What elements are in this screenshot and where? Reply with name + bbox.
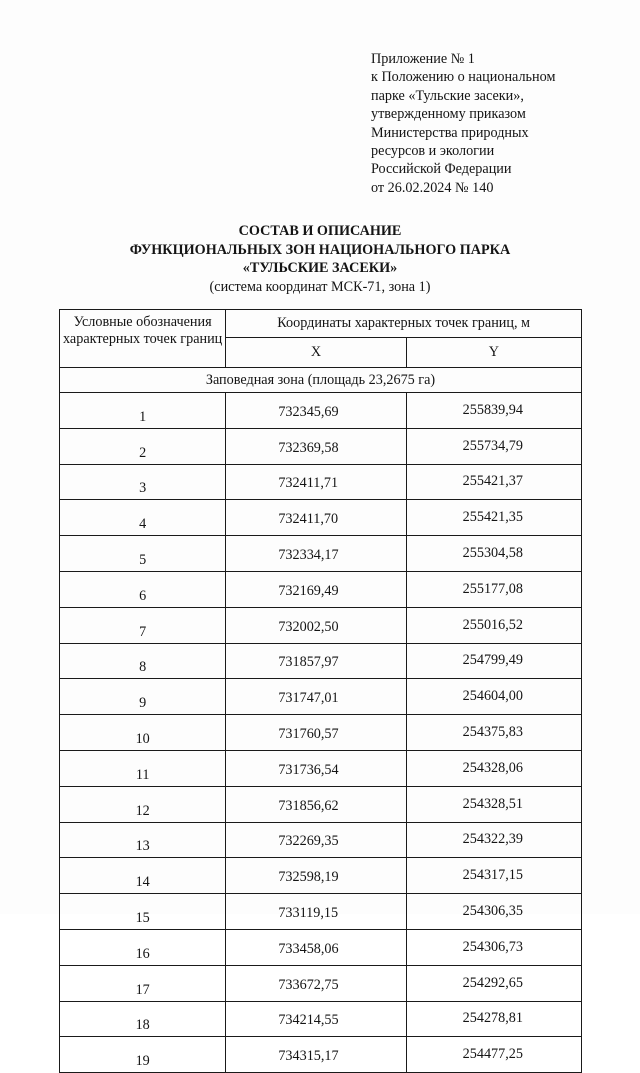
point-number-cell: 12: [60, 786, 226, 822]
table-row: [60, 607, 582, 643]
appendix-line: Приложение № 1: [371, 51, 475, 67]
x-coordinate-cell: 733458,06: [226, 929, 406, 965]
y-coordinate-cell: 255016,52: [406, 607, 581, 643]
x-coordinate-cell: 732334,17: [226, 536, 406, 572]
x-coordinate-cell: 732002,50: [226, 607, 406, 643]
point-number-cell: 2: [60, 428, 226, 464]
header-x: X: [226, 338, 406, 368]
table-row: [60, 679, 582, 715]
appendix-block: [371, 50, 611, 197]
y-coordinate-cell: 254322,39: [406, 822, 581, 858]
point-number-cell: 19: [60, 1037, 226, 1073]
header-coordinates: Координаты характерных точек границ, м: [226, 310, 582, 338]
appendix-line: утвержденному приказом: [371, 106, 526, 123]
x-coordinate-cell: 731857,97: [226, 643, 406, 679]
x-coordinate-cell: 734315,17: [226, 1037, 406, 1073]
appendix-line: от 26.02.2024 № 140: [371, 179, 494, 196]
point-number-cell: 5: [60, 536, 226, 572]
table-row: [60, 1001, 582, 1037]
heading-line: «ТУЛЬСКИЕ ЗАСЕКИ»: [242, 260, 398, 276]
table-row: [60, 894, 582, 930]
header-y: Y: [406, 338, 581, 368]
y-coordinate-cell: 254477,25: [406, 1037, 581, 1073]
y-coordinate-cell: 254328,06: [406, 750, 581, 786]
point-number-cell: 9: [60, 679, 226, 715]
point-number-cell: 17: [60, 965, 226, 1001]
point-number-cell: 15: [60, 894, 226, 930]
x-coordinate-cell: 733119,15: [226, 894, 406, 930]
x-coordinate-cell: 731736,54: [226, 750, 406, 786]
zone-title-row: [60, 368, 582, 393]
y-coordinate-cell: 254306,73: [406, 929, 581, 965]
point-number-cell: 10: [60, 715, 226, 751]
zone-title: Заповедная зона (площадь 23,2675 га): [60, 368, 582, 393]
y-coordinate-cell: 254375,83: [406, 715, 581, 751]
x-coordinate-cell: 732411,70: [226, 500, 406, 536]
y-coordinate-cell: 255177,08: [406, 571, 581, 607]
heading-line: СОСТАВ И ОПИСАНИЕ: [238, 223, 402, 239]
point-number-cell: 3: [60, 464, 226, 500]
y-coordinate-cell: 255304,58: [406, 536, 581, 572]
y-coordinate-cell: 254292,65: [406, 965, 581, 1001]
point-number-cell: 7: [60, 607, 226, 643]
point-number-cell: 18: [60, 1001, 226, 1037]
y-coordinate-cell: 254278,81: [406, 1001, 581, 1037]
point-number-cell: 8: [60, 643, 226, 679]
x-coordinate-cell: 731856,62: [226, 786, 406, 822]
x-coordinate-cell: 731747,01: [226, 679, 406, 715]
x-coordinate-cell: 732598,19: [226, 858, 406, 894]
table-row: [60, 1037, 582, 1073]
table-row: [60, 929, 582, 965]
y-coordinate-cell: 254799,49: [406, 643, 581, 679]
table-row: [60, 393, 582, 429]
appendix-line: парке «Тульские засеки»,: [371, 87, 524, 104]
heading-line: ФУНКЦИОНАЛЬНЫХ ЗОН НАЦИОНАЛЬНОГО ПАРКА: [129, 241, 511, 258]
table-row: [60, 536, 582, 572]
table-row: [60, 464, 582, 500]
y-coordinate-cell: 254328,51: [406, 786, 581, 822]
table-row: [60, 715, 582, 751]
point-number-cell: 13: [60, 822, 226, 858]
y-coordinate-cell: 254604,00: [406, 679, 581, 715]
x-coordinate-cell: 732345,69: [226, 393, 406, 429]
x-coordinate-cell: 732169,49: [226, 571, 406, 607]
appendix-line: Министерства природных: [371, 124, 529, 141]
x-coordinate-cell: 732369,58: [226, 428, 406, 464]
point-number-cell: 6: [60, 571, 226, 607]
table-row: [60, 571, 582, 607]
header-point-code: Условные обозначения характерных точек границ: [60, 310, 226, 368]
y-coordinate-cell: 255421,35: [406, 500, 581, 536]
y-coordinate-cell: 255421,37: [406, 464, 581, 500]
document-heading: [0, 222, 640, 296]
table-row: [60, 428, 582, 464]
x-coordinate-cell: 731760,57: [226, 715, 406, 751]
table-row: [60, 500, 582, 536]
table-row: [60, 822, 582, 858]
x-coordinate-cell: 734214,55: [226, 1001, 406, 1037]
x-coordinate-cell: 732411,71: [226, 464, 406, 500]
table-row: [60, 750, 582, 786]
heading-coordinate-system: (система координат МСК-71, зона 1): [209, 278, 431, 295]
point-number-cell: 4: [60, 500, 226, 536]
appendix-line: ресурсов и экологии: [371, 143, 495, 160]
coordinates-table: [59, 309, 582, 1073]
point-number-cell: 14: [60, 858, 226, 894]
x-coordinate-cell: 733672,75: [226, 965, 406, 1001]
table-row: [60, 858, 582, 894]
y-coordinate-cell: 254317,15: [406, 858, 581, 894]
appendix-line: к Положению о национальном: [371, 69, 556, 86]
point-number-cell: 16: [60, 929, 226, 965]
table-row: [60, 643, 582, 679]
x-coordinate-cell: 732269,35: [226, 822, 406, 858]
point-number-cell: 1: [60, 393, 226, 429]
y-coordinate-cell: 255839,94: [406, 393, 581, 429]
y-coordinate-cell: 255734,79: [406, 428, 581, 464]
y-coordinate-cell: 254306,35: [406, 894, 581, 930]
table-row: [60, 965, 582, 1001]
point-number-cell: 11: [60, 750, 226, 786]
appendix-line: Российской Федерации: [371, 161, 512, 178]
table-row: [60, 786, 582, 822]
